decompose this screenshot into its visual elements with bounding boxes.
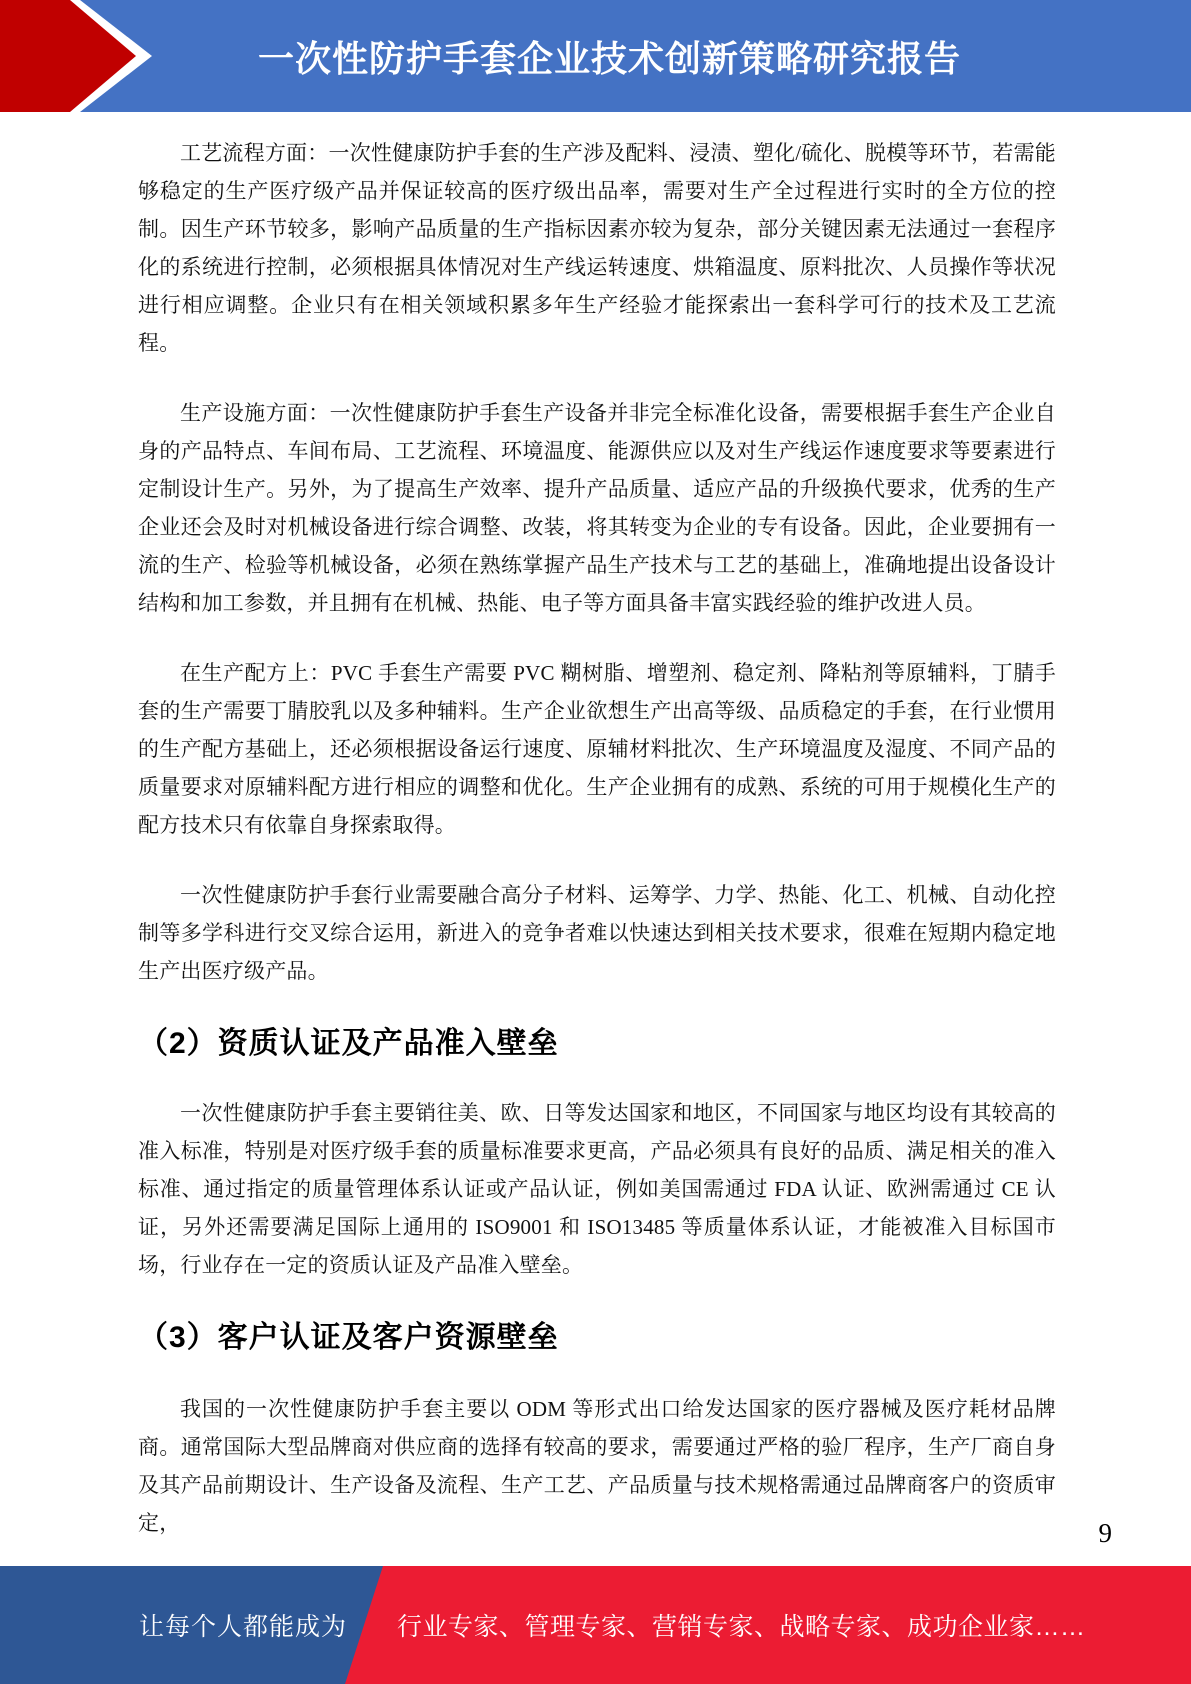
paragraph-production-facility: 生产设施方面：一次性健康防护手套生产设备并非完全标准化设备，需要根据手套生产企业自身的产品特点、车间布局、工艺流程、环境温度、能源供应以及对生产线运作速度要求等要素进行定制设计生产。另外，为了提高生产效率、提升产品质量、适应产品的升级换代要求，优秀的生产企业还会及时对机械设备进行综合调整、改装，将其转变为企业的专有设备。因此，企业要拥有一流的生产、检验等机械设备，必须在熟练掌握产品生产技术与工艺的基础上，准确地提出设备设计结构和加工参数，并且拥有在机械、热能、电子等方面具备丰富实践经验的维护改进人员。	[138, 401, 1056, 615]
footer-slogan-right: 行业专家、管理专家、营销专家、战略专家、成功企业家……	[397, 1613, 1086, 1641]
page-header-band	[0, 0, 1191, 112]
page-number: 9	[1098, 1518, 1112, 1548]
paragraph-certification: 一次性健康防护手套主要销往美、欧、日等发达国家和地区，不同国家与地区均设有其较高的准入标准，特别是对医疗级手套的质量标准要求更高，产品必须具有良好的品质、满足相关的准入标准、通过指定的质量管理体系认证或产品认证，例如美国需通过 FDA 认证、欧洲需通过 CE 认证，另外还需要满足国际上通用的 ISO9001 和 ISO13485 等质量体系认证，才能被准入目标国市场，行业存在一定的资质认证及产品准入壁垒。	[138, 1101, 1056, 1277]
document-body	[138, 134, 1056, 1574]
section-heading-2: （2）资质认证及产品准入壁垒	[138, 1027, 559, 1060]
section-heading-3: （3）客户认证及客户资源壁垒	[138, 1321, 559, 1354]
paragraph-multidiscipline: 一次性健康防护手套行业需要融合高分子材料、运筹学、力学、热能、化工、机械、自动化控制等多学科进行交叉综合运用，新进入的竞争者难以快速达到相关技术要求，很难在短期内稳定地生产出医疗级产品。	[138, 883, 1056, 983]
report-title: 一次性防护手套企业技术创新策略研究报告	[257, 37, 961, 79]
page-footer-band	[0, 1566, 1191, 1684]
paragraph-process-flow: 工艺流程方面：一次性健康防护手套的生产涉及配料、浸渍、塑化/硫化、脱模等环节，若需能够稳定的生产医疗级产品并保证较高的医疗级出品率，需要对生产全过程进行实时的全方位的控制。因生产环节较多，影响产品质量的生产指标因素亦较为复杂，部分关键因素无法通过一套程序化的系统进行控制，必须根据具体情况对生产线运转速度、烘箱温度、原料批次、人员操作等状况进行相应调整。企业只有在相关领域积累多年生产经验才能探索出一套科学可行的技术及工艺流程。	[138, 141, 1056, 355]
paragraph-formula: 在生产配方上：PVC 手套生产需要 PVC 糊树脂、增塑剂、稳定剂、降粘剂等原辅料，丁腈手套的生产需要丁腈胶乳以及多种辅料。生产企业欲想生产出高等级、品质稳定的手套，在行业惯用的生产配方基础上，还必须根据设备运行速度、原辅材料批次、生产环境温度及湿度、不同产品的质量要求对原辅料配方进行相应的调整和优化。生产企业拥有的成熟、系统的可用于规模化生产的配方技术只有依靠自身探索取得。	[138, 661, 1056, 837]
footer-slogan-left: 让每个人都能成为	[138, 1613, 347, 1641]
paragraph-customer-resource: 我国的一次性健康防护手套主要以 ODM 等形式出口给发达国家的医疗器械及医疗耗材品牌商。通常国际大型品牌商对供应商的选择有较高的要求，需要通过严格的验厂程序，生产厂商自身及其产品前期设计、生产设备及流程、生产工艺、产品质量与技术规格需通过品牌商客户的资质审定，	[138, 1397, 1056, 1535]
